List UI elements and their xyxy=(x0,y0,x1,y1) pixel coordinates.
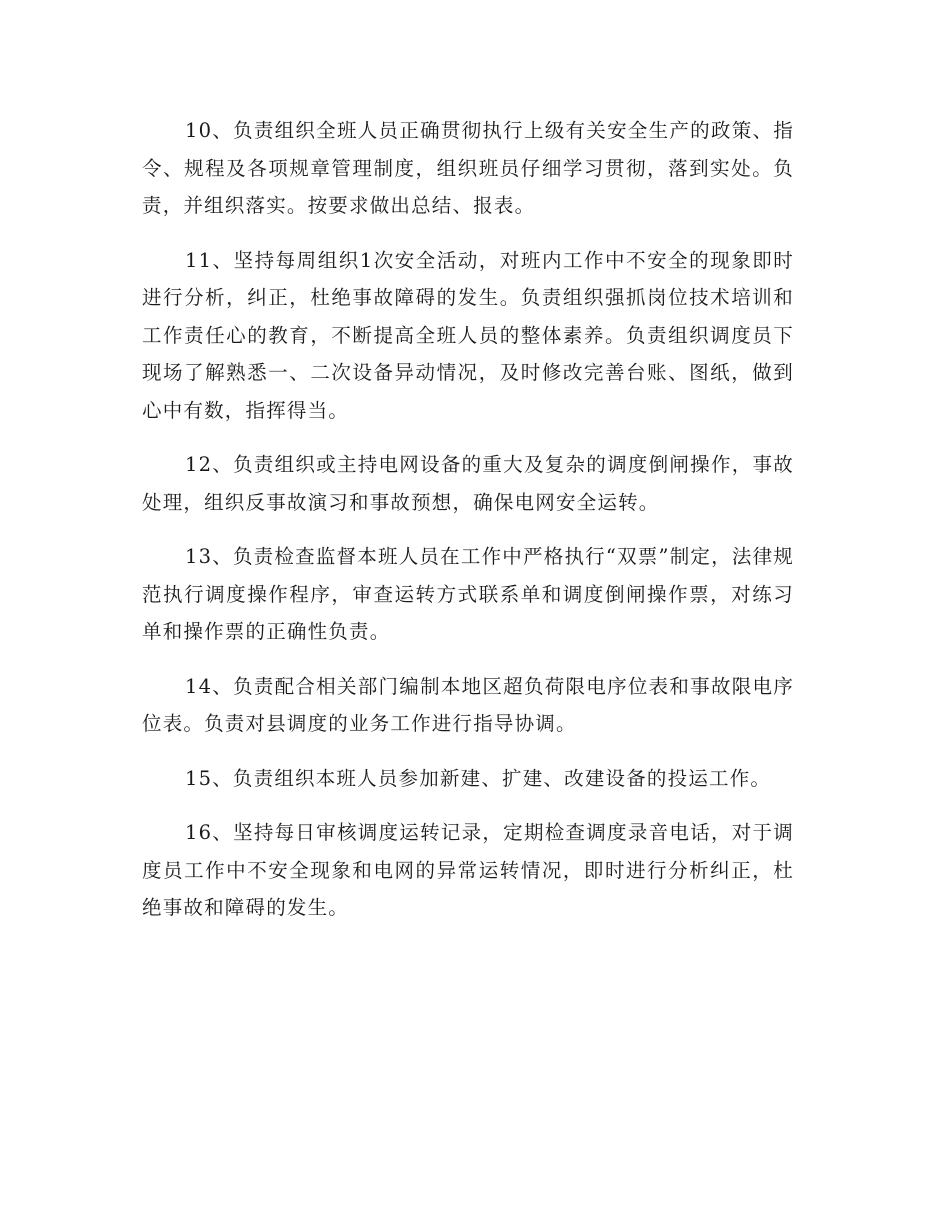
paragraph-10: 10、负责组织全班人员正确贯彻执行上级有关安全生产的政策、指令、规程及各项规章管理制度，组织班员仔细学习贯彻，落到实处。负责，并组织落实。按要求做出总结、报表。 xyxy=(142,119,794,217)
paragraph-14: 14、负责配合相关部门编制本地区超负荷限电序位表和事故限电序位表。负责对县调度的业务工作进行指导协调。 xyxy=(142,674,794,735)
paragraph-13: 13、负责检查监督本班人员在工作中严格执行“双票”制定，法律规范执行调度操作程序，审查运转方式联系单和调度倒闸操作票，对练习单和操作票的正确性负责。 xyxy=(142,545,794,643)
paragraph-16: 16、坚持每日审核调度运转记录，定期检查调度录音电话，对于调度员工作中不安全现象和电网的异常运转情况，即时进行分析纠正，杜绝事故和障碍的发生。 xyxy=(142,821,794,919)
paragraph-12: 12、负责组织或主持电网设备的重大及复杂的调度倒闸操作，事故处理，组织反事故演习和事故预想，确保电网安全运转。 xyxy=(142,453,794,514)
document-body xyxy=(142,112,794,944)
paragraph-11: 11、坚持每周组织1次安全活动，对班内工作中不安全的现象即时进行分析，纠正，杜绝事故障碍的发生。负责组织强抓岗位技术培训和工作责任心的教育，不断提高全班人员的整体素养。负责组织调度员下现场了解熟悉一、二次设备异动情况，及时修改完善台账、图纸，做到心中有数，指挥得当。 xyxy=(142,248,794,422)
paragraph-15: 15、负责组织本班人员参加新建、扩建、改建设备的投运工作。 xyxy=(185,766,772,790)
